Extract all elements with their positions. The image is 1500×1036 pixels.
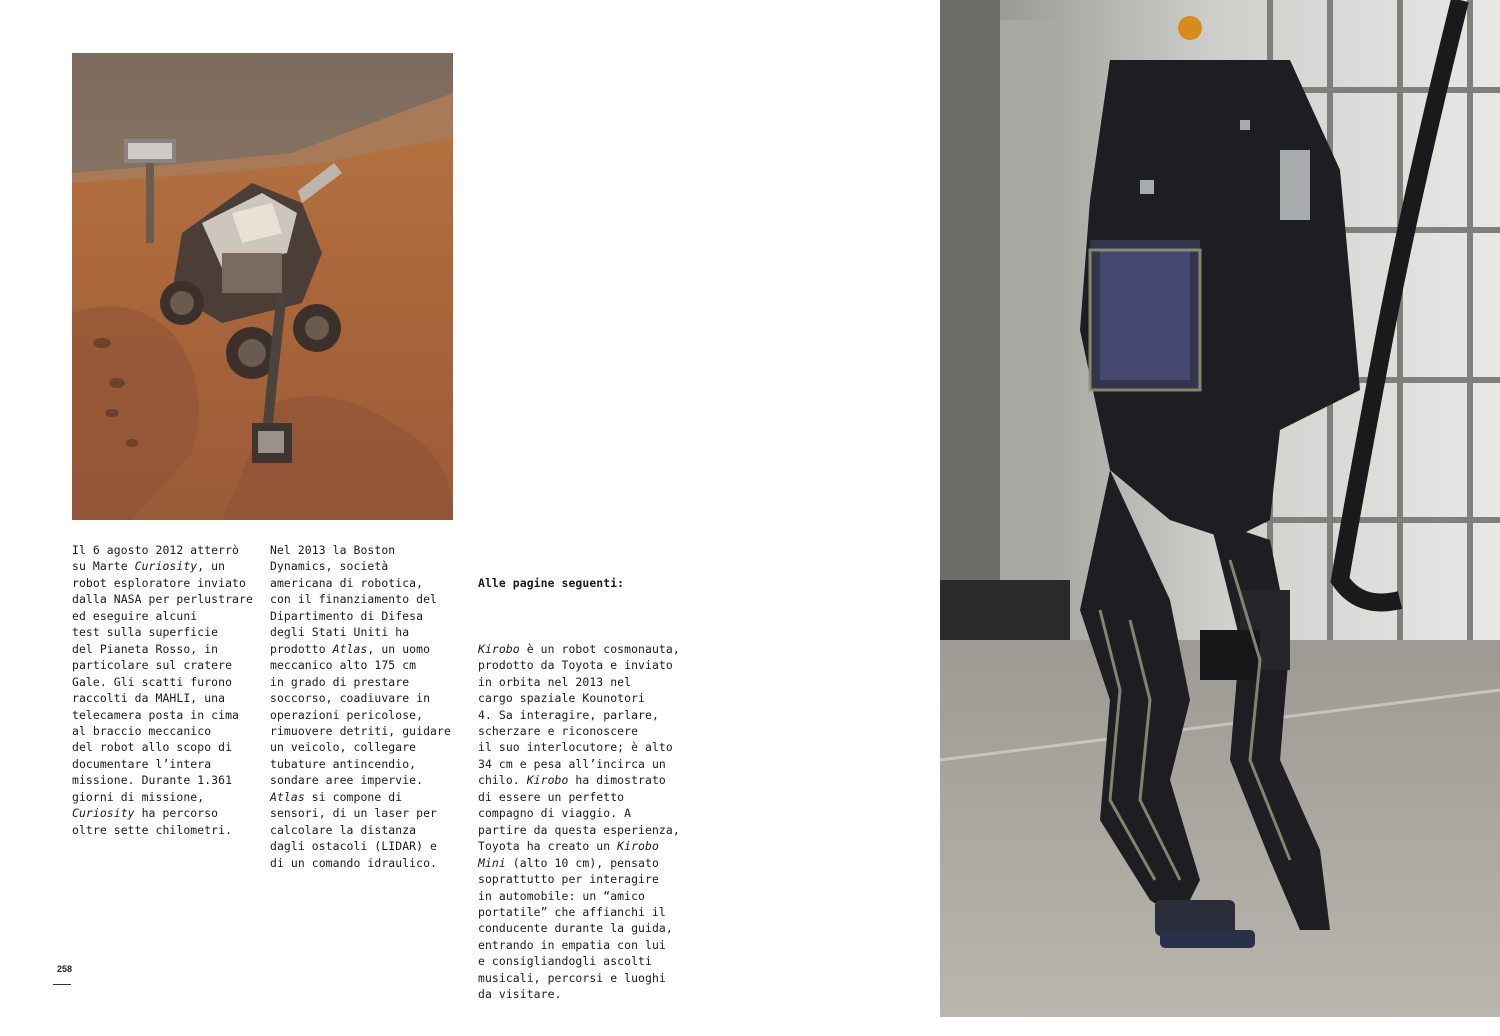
text-line xyxy=(270,707,460,723)
text-segment: cargo spaziale Kounotori xyxy=(478,691,645,706)
text-segment: portatile” che affianchi il xyxy=(478,904,666,919)
text-segment: sondare aree impervie. xyxy=(270,773,424,788)
text-segment: test sulla superficie xyxy=(72,625,219,640)
text-line xyxy=(72,805,257,821)
text-line xyxy=(270,723,460,739)
text-line xyxy=(72,756,257,772)
text-line xyxy=(478,970,688,986)
text-segment: , un uomo xyxy=(367,641,431,656)
text-segment: conducente durante la guida, xyxy=(478,921,673,936)
text-segment: , un xyxy=(197,559,226,574)
text-line xyxy=(478,855,688,871)
text-segment: dagli ostacoli (LIDAR) e xyxy=(270,839,437,854)
text-line xyxy=(72,641,257,657)
text-segment: raccolti da MAHLI, una xyxy=(72,691,226,706)
text-segment: al braccio meccanico xyxy=(72,723,212,738)
page-number: 258 xyxy=(57,964,73,974)
text-segment: in automobile: un “amico xyxy=(478,888,645,903)
text-segment: giorni di missione, xyxy=(72,789,205,804)
text-column-atlas xyxy=(270,542,460,871)
text-line xyxy=(478,674,688,690)
text-line xyxy=(478,953,688,969)
text-line xyxy=(270,624,460,640)
text-segment: calcolare la distanza xyxy=(270,822,417,837)
text-segment: Nel 2013 la Boston xyxy=(270,543,396,557)
text-line xyxy=(72,739,257,755)
text-line xyxy=(478,723,688,739)
text-segment: del Pianeta Rosso, in xyxy=(72,641,219,656)
text-segment: prodotto da Toyota e inviato xyxy=(478,658,673,673)
right-page xyxy=(940,0,1500,1017)
text-line xyxy=(72,608,257,624)
text-segment: dalla NASA per perlustrare xyxy=(72,592,253,607)
text-segment: americana di robotica, xyxy=(270,575,424,590)
text-segment: documentare l’intera xyxy=(72,756,212,771)
text-line xyxy=(72,591,257,607)
text-line xyxy=(270,756,460,772)
text-line xyxy=(270,789,460,805)
text-line xyxy=(72,674,257,690)
text-line xyxy=(270,822,460,838)
text-segment: sensori, di un laser per xyxy=(270,806,437,821)
text-line xyxy=(270,657,460,673)
atlas-robot-photo xyxy=(940,0,1500,1017)
text-segment: soccorso, coadiuvare in xyxy=(270,691,431,706)
text-line xyxy=(270,690,460,706)
text-segment: chilo. xyxy=(478,773,527,788)
text-line xyxy=(270,575,460,591)
text-segment: missione. Durante 1.361 xyxy=(72,773,233,788)
text-segment: con il finanziamento del xyxy=(270,592,437,607)
text-segment: tubature antincendio, xyxy=(270,756,417,771)
text-column-kirobo xyxy=(478,542,688,1036)
text-line xyxy=(478,986,688,1002)
text-line xyxy=(478,707,688,723)
text-line xyxy=(72,558,257,574)
text-segment: rimuovere detriti, guidare xyxy=(270,723,451,738)
text-segment: degli Stati Uniti ha xyxy=(270,625,410,640)
text-line xyxy=(478,888,688,904)
text-line xyxy=(270,591,460,607)
text-line xyxy=(478,904,688,920)
text-segment: ha percorso xyxy=(134,806,219,821)
text-segment: Il 6 agosto 2012 atterrò xyxy=(72,543,239,557)
text-segment: partire da questa esperienza, xyxy=(478,822,680,837)
text-line xyxy=(478,838,688,854)
text-line xyxy=(270,855,460,871)
text-column-curiosity xyxy=(72,542,257,838)
italic-title: Curiosity xyxy=(134,559,198,574)
text-segment: ha dimostrato xyxy=(568,773,666,788)
italic-title: Kirobo xyxy=(617,839,659,854)
text-segment: oltre sette chilometri. xyxy=(72,822,233,837)
text-line xyxy=(270,772,460,788)
text-segment: di un comando idraulico. xyxy=(270,855,437,870)
text-segment: entrando in empatia con lui xyxy=(478,937,666,952)
text-line xyxy=(478,871,688,887)
text-line xyxy=(270,739,460,755)
text-line xyxy=(270,674,460,690)
text-segment: (alto 10 cm), pensato xyxy=(505,855,659,870)
text-line xyxy=(478,739,688,755)
text-segment: scherzare e riconoscere xyxy=(478,723,639,738)
text-line xyxy=(72,690,257,706)
text-line xyxy=(478,690,688,706)
text-segment: da visitare. xyxy=(478,987,562,1002)
text-segment: un veicolo, collegare xyxy=(270,740,417,755)
text-line xyxy=(72,772,257,788)
text-segment: particolare sul cratere xyxy=(72,658,233,673)
next-pages-heading: Alle pagine seguenti: xyxy=(478,575,625,590)
text-line xyxy=(270,608,460,624)
text-segment: del robot allo scopo di xyxy=(72,740,233,755)
text-line xyxy=(270,805,460,821)
text-segment: musicali, percorsi e luoghi xyxy=(478,970,666,985)
text-segment: e consigliandogli ascolti xyxy=(478,954,652,969)
text-line xyxy=(478,920,688,936)
text-line xyxy=(72,723,257,739)
text-line xyxy=(270,641,460,657)
text-line xyxy=(72,707,257,723)
text-segment: telecamera posta in cima xyxy=(72,707,239,722)
text-segment: Toyota ha creato un xyxy=(478,839,618,854)
italic-title: Kirobo xyxy=(526,773,569,788)
text-segment: operazioni pericolose, xyxy=(270,707,424,722)
text-line xyxy=(478,756,688,772)
text-line xyxy=(270,542,460,558)
text-segment: ed eseguire alcuni xyxy=(72,608,198,623)
text-segment: in orbita nel 2013 nel xyxy=(478,674,632,689)
text-segment: soprattutto per interagire xyxy=(478,872,659,887)
text-segment: prodotto xyxy=(270,641,333,656)
text-segment: meccanico alto 175 cm xyxy=(270,658,417,673)
page-number-rule xyxy=(53,984,71,985)
text-segment: robot esploratore inviato xyxy=(72,575,246,590)
text-line xyxy=(478,937,688,953)
text-line xyxy=(270,838,460,854)
curiosity-rover-photo xyxy=(72,53,453,520)
text-line xyxy=(478,822,688,838)
text-segment: di essere un perfetto xyxy=(478,789,625,804)
text-line xyxy=(72,822,257,838)
text-line xyxy=(72,575,257,591)
text-segment: compagno di viaggio. A xyxy=(478,806,632,821)
text-segment: 4. Sa interagire, parlare, xyxy=(478,707,659,722)
italic-title: Curiosity xyxy=(72,806,135,821)
text-segment: 34 cm e pesa all’incirca un xyxy=(478,756,666,771)
text-line xyxy=(478,772,688,788)
text-line xyxy=(270,558,460,574)
text-segment: il suo interlocutore; è alto xyxy=(478,740,673,755)
text-line xyxy=(478,789,688,805)
italic-title: Atlas xyxy=(332,641,368,656)
kirobo-paragraph xyxy=(478,641,688,1003)
italic-title: Atlas xyxy=(270,789,305,804)
text-line xyxy=(478,805,688,821)
text-line xyxy=(72,657,257,673)
text-line xyxy=(72,542,257,558)
text-line xyxy=(72,624,257,640)
text-line xyxy=(72,789,257,805)
text-segment: Gale. Gli scatti furono xyxy=(72,674,233,689)
italic-title: Mini xyxy=(478,855,506,870)
text-segment: si compone di xyxy=(304,789,403,804)
text-line xyxy=(478,657,688,673)
text-line xyxy=(478,641,688,657)
text-segment: su Marte xyxy=(72,559,135,574)
text-segment: è un robot cosmonauta, xyxy=(519,641,680,656)
text-segment: Dipartimento di Difesa xyxy=(270,608,424,623)
text-segment: in grado di prestare xyxy=(270,674,410,689)
italic-title: Kirobo xyxy=(478,641,520,656)
text-segment: Dynamics, società xyxy=(270,559,389,574)
